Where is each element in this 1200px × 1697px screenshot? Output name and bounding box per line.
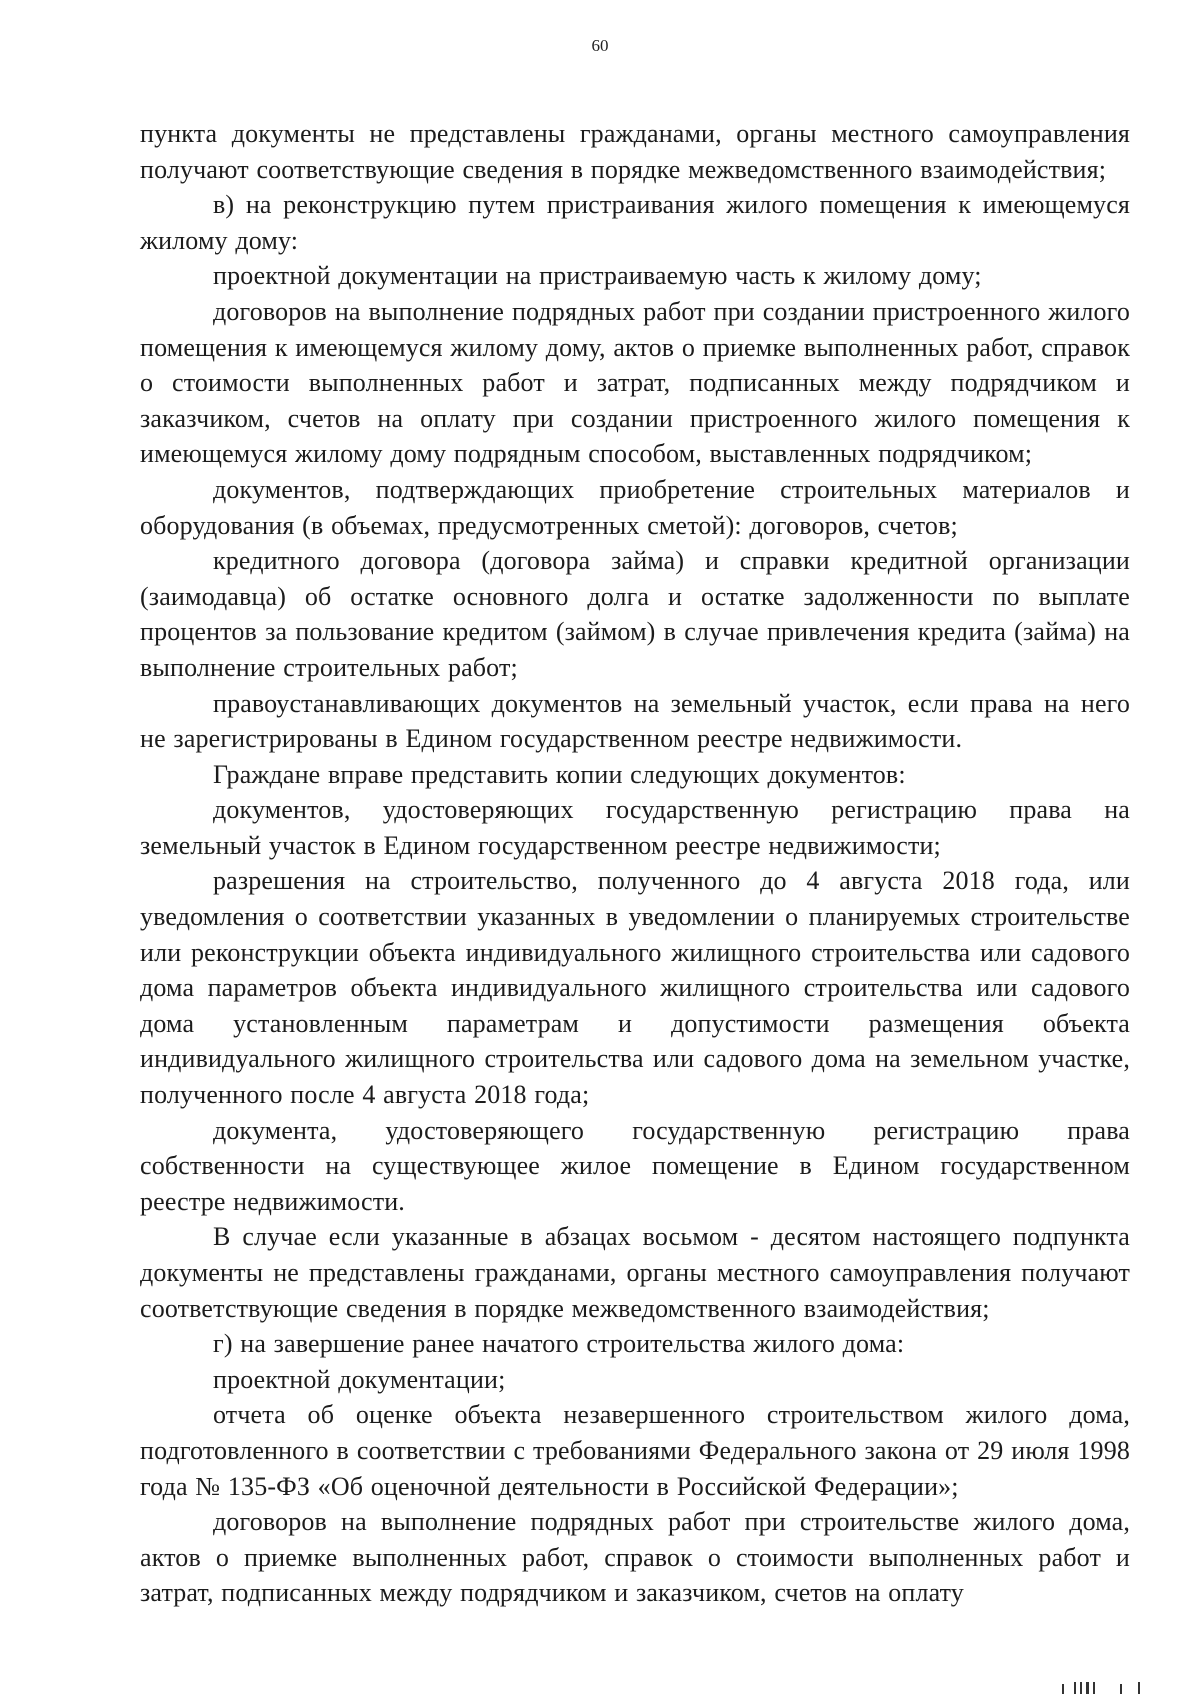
paragraph: пункта документы не представлены гражданами, органы местного самоуправления получают соответствующие сведения в порядке межведомственного взаимодействия; (140, 119, 1130, 184)
paragraph: правоустанавливающих документов на земельный участок, если права на него не зарегистрированы в Едином государственном реестре недвижимости. (140, 688, 1130, 754)
paragraph: договоров на выполнение подрядных работ при строительстве жилого дома, актов о приемке выполненных работ, справок о стоимости выполненных работ и затрат, подписанных между подрядчиком и заказчиком, счетов на оплату (140, 1507, 1130, 1608)
paragraph: договоров на выполнение подрядных работ при создании пристроенного жилого помещения к имеющемуся жилому дому, актов о приемке выполненных работ, справок о стоимости выполненных работ и затрат, подписанных между подрядчиком и заказчиком, счетов на оплату при создании пристроенного жилого помещения к имеющемуся жилому дому подрядным способом, выставленных подрядчиком; (140, 296, 1130, 469)
paragraph: документов, подтверждающих приобретение строительных материалов и оборудования (в объемах, предусмотренных сметой): договоров, счетов; (140, 474, 1130, 540)
paragraph: разрешения на строительство, полученного до 4 августа 2018 года, или уведомления о соответствии указанных в уведомлении о планируемых строительстве или реконструкции объекта индивидуального жилищного строительства или садового дома параметров объекта индивидуального жилищного строительства или садового дома установленным параметрам и допустимости размещения объекта индивидуального жилищного строительства или садового дома на земельном участке, полученного после 4 августа 2018 года; (140, 866, 1130, 1110)
paragraph: В случае если указанные в абзацах восьмом - десятом настоящего подпункта документы не представлены гражданами, органы местного самоуправления получают соответствующие сведения в порядке межведомственного взаимодействия; (140, 1222, 1130, 1323)
paragraph: документа, удостоверяющего государственную регистрацию права собственности на существующее жилое помещение в Едином государственном реестре недвижимости. (140, 1115, 1130, 1216)
paragraph: отчета об оценке объекта незавершенного строительством жилого дома, подготовленного в соответствии с требованиями Федерального закона от 29 июля 1998 года № 135-ФЗ «Об оценочной деятельности в Российской Федерации»; (140, 1400, 1130, 1501)
paragraph: в) на реконструкцию путем пристраивания жилого помещения к имеющемуся жилому дому: (140, 190, 1130, 255)
document-body (140, 116, 1130, 1611)
paragraph: проектной документации на пристраиваемую часть к жилому дому; (213, 261, 982, 291)
paragraph: г) на завершение ранее начатого строительства жилого дома: (213, 1329, 905, 1359)
paragraph: Граждане вправе представить копии следующих документов: (213, 759, 906, 789)
scan-marks (1060, 1680, 1180, 1694)
paragraph: кредитного договора (договора займа) и справки кредитной организации (заимодавца) об остатке основного долга и остатке задолженности по выплате процентов за пользование кредитом (займом) в случае привлечения кредита (займа) на выполнение строительных работ; (140, 546, 1130, 682)
paragraph: проектной документации; (213, 1364, 506, 1394)
paragraph: документов, удостоверяющих государственную регистрацию права на земельный участок в Едином государственном реестре недвижимости; (140, 795, 1130, 860)
page-number: 60 (591, 36, 609, 55)
